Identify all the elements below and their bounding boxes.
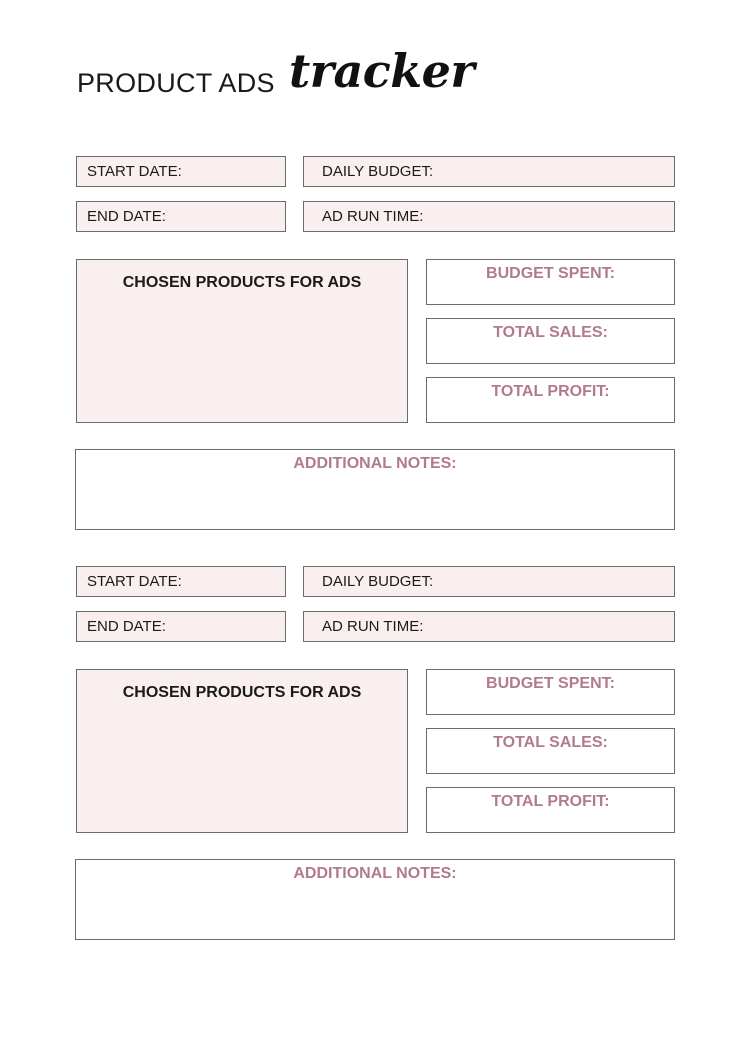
budget-spent-box[interactable] bbox=[426, 669, 675, 715]
budget-spent-box[interactable] bbox=[426, 259, 675, 305]
total-profit-label: TOTAL PROFIT: bbox=[491, 383, 610, 400]
total-sales-label: TOTAL SALES: bbox=[493, 734, 608, 751]
total-profit-box[interactable] bbox=[426, 377, 675, 423]
daily-budget-field[interactable] bbox=[303, 566, 675, 597]
ad-run-time-label: AD RUN TIME: bbox=[322, 618, 424, 635]
additional-notes-box[interactable] bbox=[75, 859, 675, 940]
daily-budget-field[interactable] bbox=[303, 156, 675, 187]
start-date-field[interactable] bbox=[76, 156, 286, 187]
title-main: PRODUCT ADS bbox=[77, 68, 275, 98]
ad-run-time-label: AD RUN TIME: bbox=[322, 208, 424, 225]
total-profit-box[interactable] bbox=[426, 787, 675, 833]
daily-budget-label: DAILY BUDGET: bbox=[322, 573, 434, 590]
total-sales-box[interactable] bbox=[426, 318, 675, 364]
total-sales-label: TOTAL SALES: bbox=[493, 324, 608, 341]
additional-notes-label: ADDITIONAL NOTES: bbox=[293, 865, 457, 882]
chosen-products-label: CHOSEN PRODUCTS FOR ADS bbox=[122, 684, 362, 701]
start-date-label: START DATE: bbox=[87, 163, 182, 180]
start-date-field[interactable] bbox=[76, 566, 286, 597]
additional-notes-label: ADDITIONAL NOTES: bbox=[293, 455, 457, 472]
total-sales-box[interactable] bbox=[426, 728, 675, 774]
total-profit-label: TOTAL PROFIT: bbox=[491, 793, 610, 810]
ad-run-time-field[interactable] bbox=[303, 201, 675, 232]
chosen-products-label: CHOSEN PRODUCTS FOR ADS bbox=[122, 274, 362, 291]
chosen-products-box[interactable] bbox=[76, 669, 408, 833]
end-date-field[interactable] bbox=[76, 201, 286, 232]
ad-run-time-field[interactable] bbox=[303, 611, 675, 642]
chosen-products-box[interactable] bbox=[76, 259, 408, 423]
end-date-label: END DATE: bbox=[87, 618, 166, 635]
additional-notes-box[interactable] bbox=[75, 449, 675, 530]
end-date-label: END DATE: bbox=[87, 208, 166, 225]
budget-spent-label: BUDGET SPENT: bbox=[486, 265, 615, 282]
title-script: tracker bbox=[289, 44, 475, 98]
budget-spent-label: BUDGET SPENT: bbox=[486, 675, 615, 692]
daily-budget-label: DAILY BUDGET: bbox=[322, 163, 434, 180]
end-date-field[interactable] bbox=[76, 611, 286, 642]
start-date-label: START DATE: bbox=[87, 573, 182, 590]
